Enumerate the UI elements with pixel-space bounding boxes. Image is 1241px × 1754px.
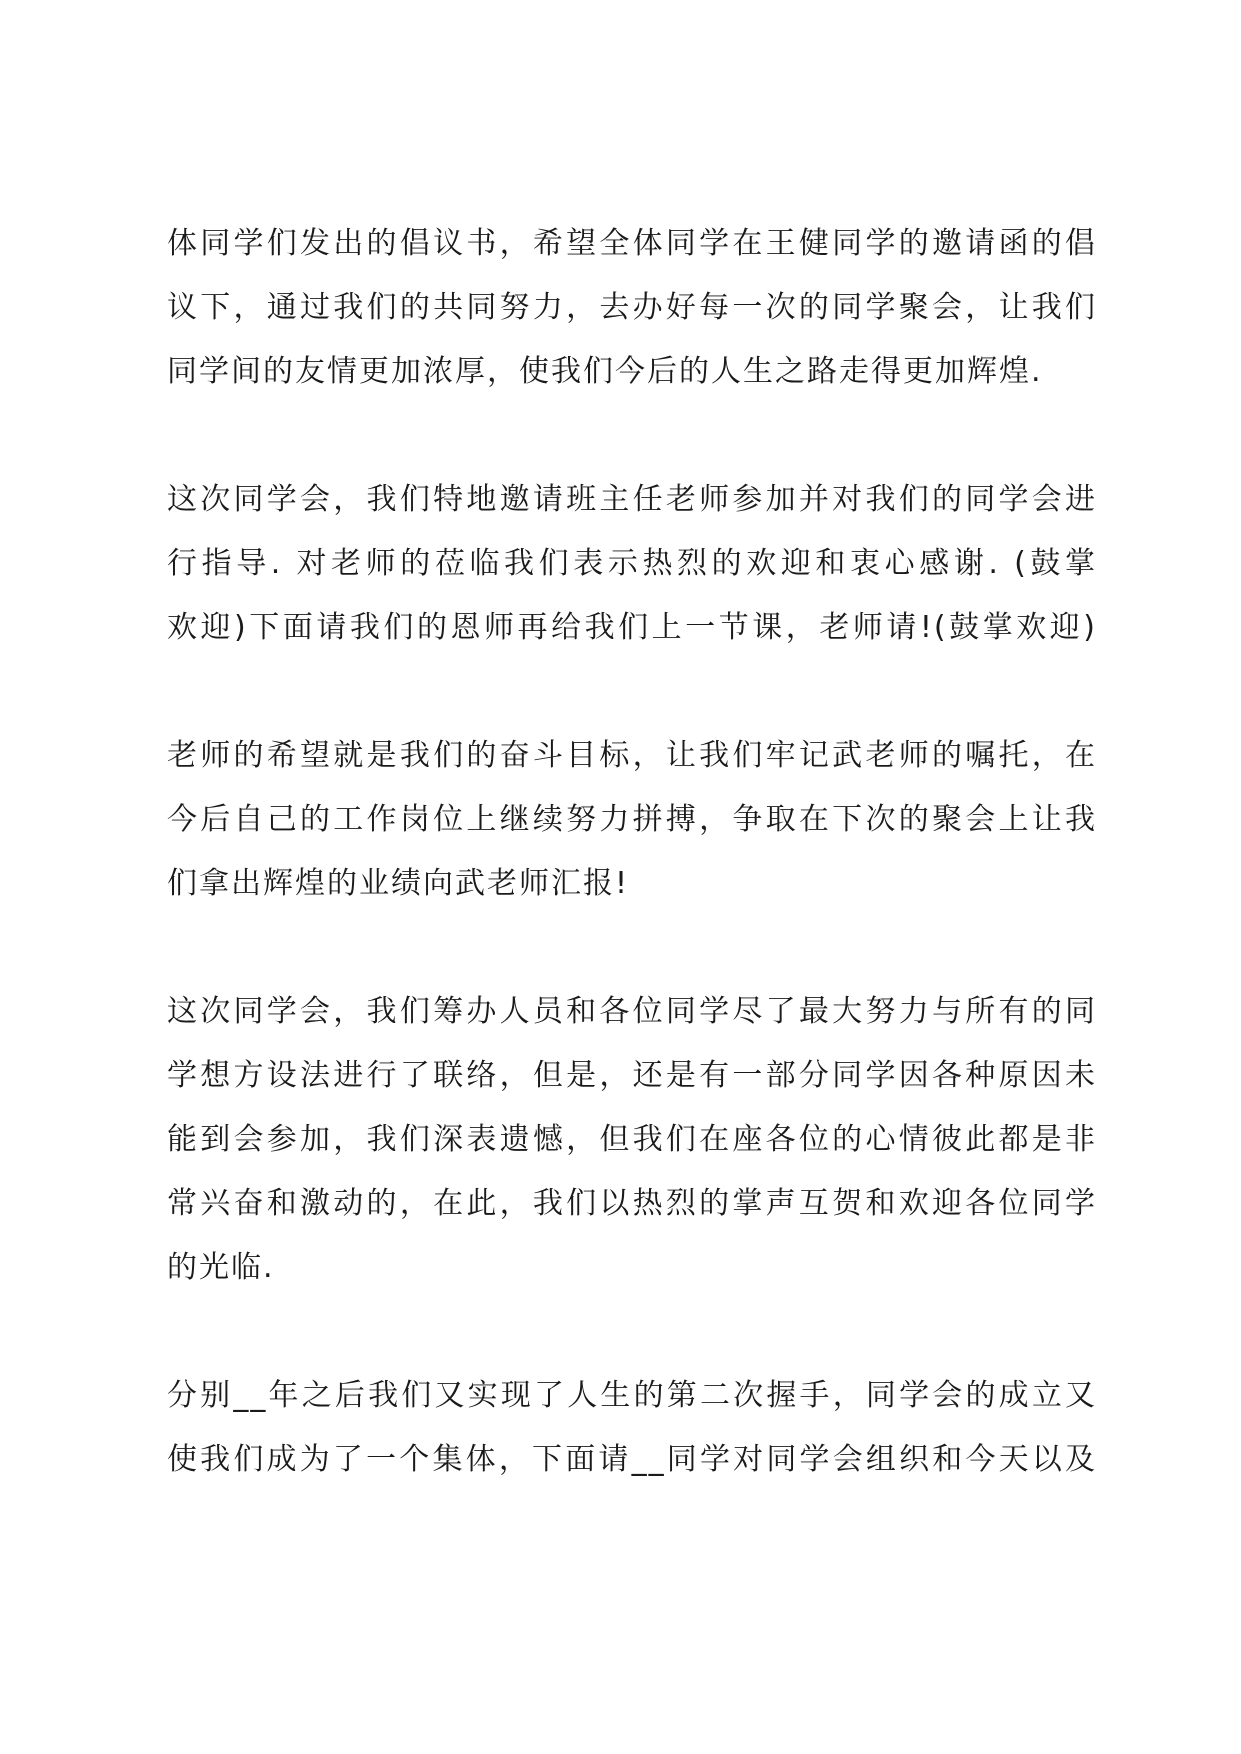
text-line: 行指导. 对老师的莅临我们表示热烈的欢迎和衷心感谢. (鼓掌 — [167, 546, 1097, 581]
paragraph-4 — [167, 980, 1097, 1300]
text-line: 的光临. — [167, 1250, 275, 1285]
paragraph-5 — [167, 1364, 1097, 1492]
paragraph-2 — [167, 468, 1097, 660]
text-line: 今后自己的工作岗位上继续努力拼搏，争取在下次的聚会上让我 — [167, 802, 1097, 837]
text-line: 学想方设法进行了联络，但是，还是有一部分同学因各种原因未 — [167, 1058, 1097, 1093]
text-line: 分别__年之后我们又实现了人生的第二次握手，同学会的成立又 — [167, 1378, 1097, 1413]
text-line: 这次同学会，我们筹办人员和各位同学尽了最大努力与所有的同 — [167, 994, 1097, 1029]
text-line: 这次同学会，我们特地邀请班主任老师参加并对我们的同学会进 — [167, 482, 1097, 517]
text-line: 体同学们发出的倡议书，希望全体同学在王健同学的邀请函的倡 — [167, 226, 1097, 261]
text-line: 使我们成为了一个集体，下面请__同学对同学会组织和今天以及 — [167, 1442, 1097, 1477]
text-line: 常兴奋和激动的，在此，我们以热烈的掌声互贺和欢迎各位同学 — [167, 1186, 1097, 1221]
text-line: 欢迎)下面请我们的恩师再给我们上一节课，老师请!(鼓掌欢迎) — [167, 610, 1097, 645]
text-line: 议下，通过我们的共同努力，去办好每一次的同学聚会，让我们 — [167, 290, 1097, 325]
text-line: 能到会参加，我们深表遗憾，但我们在座各位的心情彼此都是非 — [167, 1122, 1097, 1157]
paragraph-1 — [167, 212, 1097, 404]
text-line: 同学间的友情更加浓厚，使我们今后的人生之路走得更加辉煌. — [167, 354, 1043, 389]
text-line: 们拿出辉煌的业绩向武老师汇报! — [167, 866, 630, 901]
text-line: 老师的希望就是我们的奋斗目标，让我们牢记武老师的嘱托，在 — [167, 738, 1097, 773]
document-body — [167, 212, 1097, 1492]
paragraph-3 — [167, 724, 1097, 916]
